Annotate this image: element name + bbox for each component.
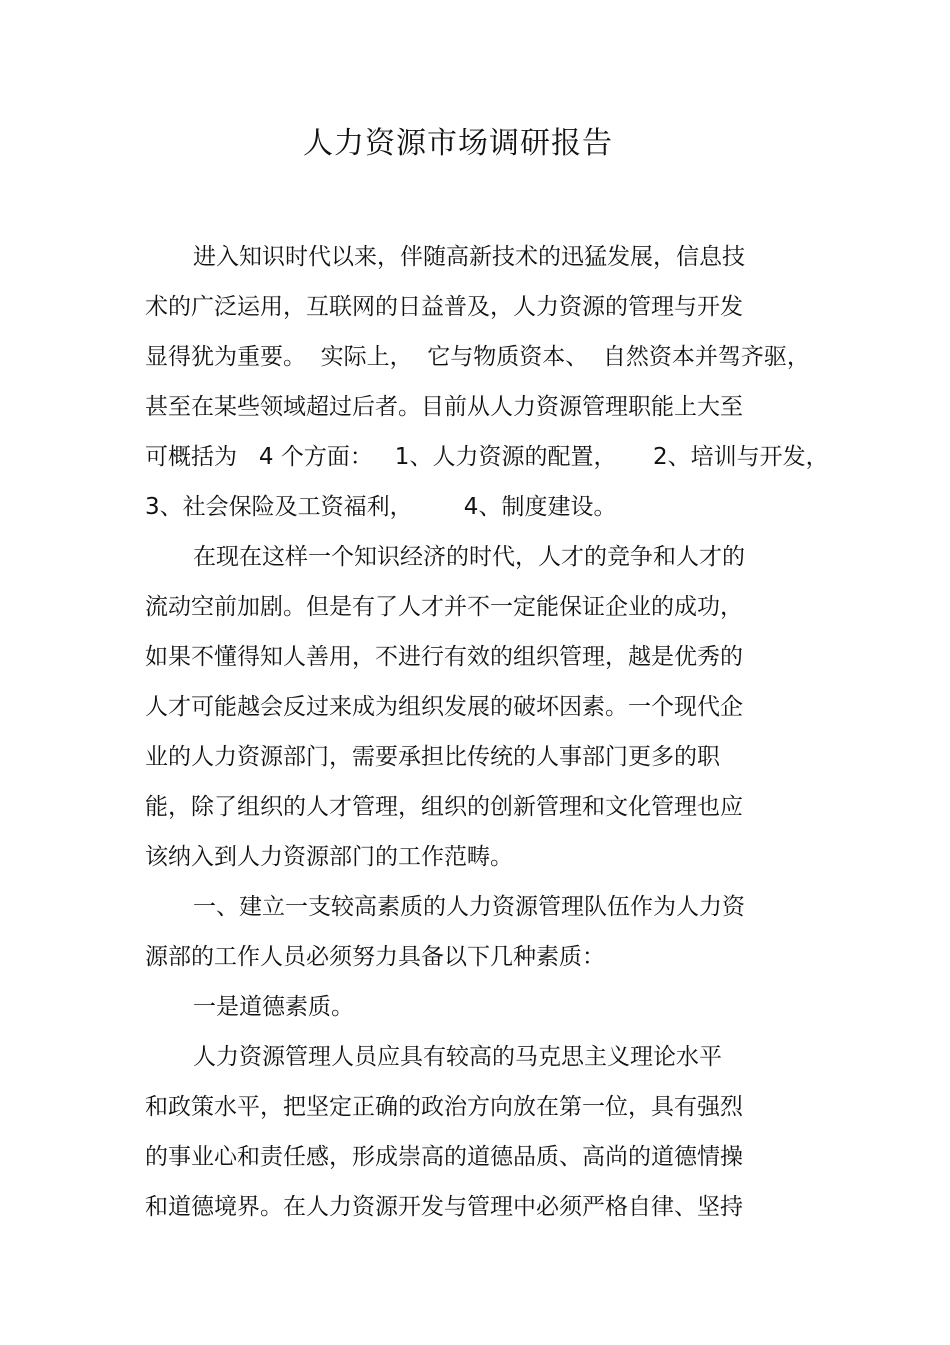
text-line: 流动空前加剧。但是有了人才并不一定能保证企业的成功， — [145, 594, 743, 620]
text-line: 该纳入到人力资源部门的工作范畴。 — [145, 844, 513, 870]
text-line: 的事业心和责任感，形成崇高的道德品质、高尚的道德情操 — [145, 1144, 743, 1170]
text-line: 一是道德素质。 — [193, 994, 354, 1020]
text-line: 在现在这样一个知识经济的时代，人才的竞争和人才的 — [193, 544, 745, 570]
text-line: 甚至在某些领域超过后者。目前从人力资源管理职能上大至 — [145, 394, 743, 420]
text-line: 人力资源管理人员应具有较高的马克思主义理论水平 — [193, 1044, 722, 1070]
text-line: 源部的工作人员必须努力具备以下几种素质： — [145, 944, 605, 970]
text-line: 如果不懂得知人善用，不进行有效的组织管理，越是优秀的 — [145, 644, 743, 670]
text-line: 显得犹为重要。 实际上， 它与物质资本、 自然资本并驾齐驱， — [145, 344, 810, 370]
text-line: 和政策水平，把坚定正确的政治方向放在第一位，具有强烈 — [145, 1094, 743, 1120]
document-title: 人力资源市场调研报告 — [303, 126, 613, 161]
text-line: 一、建立一支较高素质的人力资源管理队伍作为人力资 — [193, 894, 745, 920]
text-line: 进入知识时代以来，伴随高新技术的迅猛发展，信息技 — [193, 244, 745, 270]
text-line: 业的人力资源部门，需要承担比传统的人事部门更多的职 — [145, 744, 720, 770]
text-line: 人才可能越会反过来成为组织发展的破坏因素。一个现代企 — [145, 694, 743, 720]
text-line: 能，除了组织的人才管理，组织的创新管理和文化管理也应 — [145, 794, 743, 820]
text-line: 可概括为 4 个方面： 1、人力资源的配置， 2、培训与开发， — [145, 444, 829, 470]
text-line: 术的广泛运用，互联网的日益普及，人力资源的管理与开发 — [145, 294, 743, 320]
document-body — [145, 234, 845, 1234]
text-line: 和道德境界。在人力资源开发与管理中必须严格自律、坚持 — [145, 1194, 743, 1220]
text-line: 3、社会保险及工资福利， 4、制度建设。 — [145, 494, 617, 520]
